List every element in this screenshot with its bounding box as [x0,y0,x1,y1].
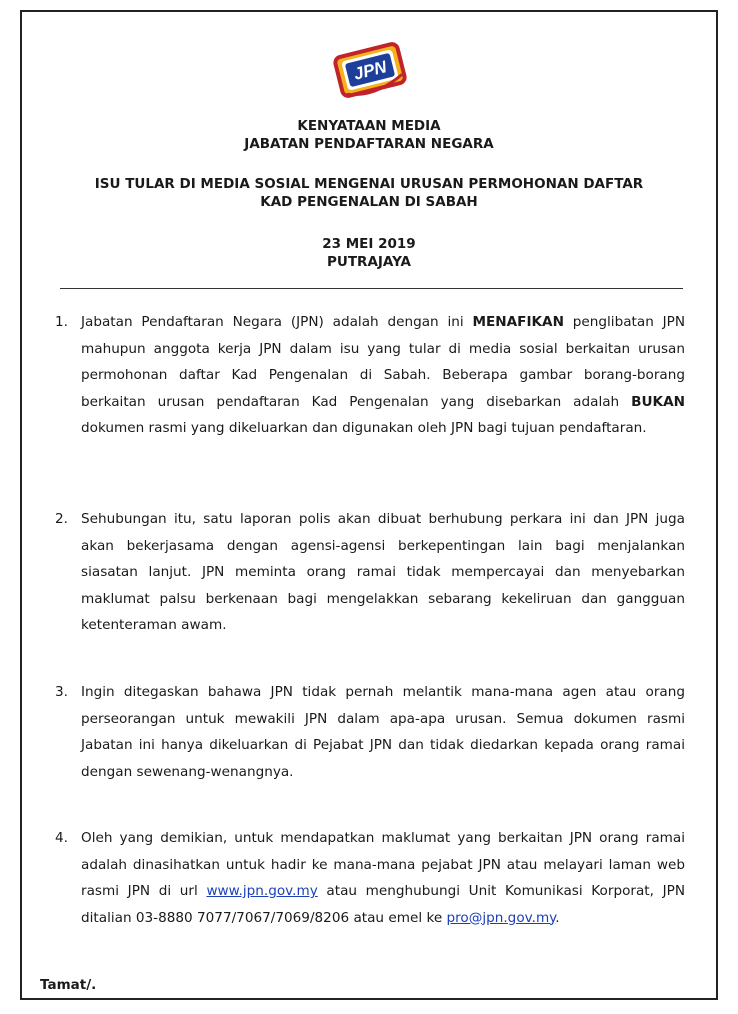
logo-text: JPN [351,57,389,84]
header-line1: KENYATAAN MEDIA [297,118,441,134]
paragraph-text: Ingin ditegaskan bahawa JPN tidak pernah melantik mana-mana agen atau orang perseorangan untuk mewakili JPN dalam apa-apa urusan. Semua dokumen rasmi Jabatan ini hanya dikeluarkan di Pejabat JPN dan tidak diedarkan kepada orang ramai dengan sewenang-wenangnya. [81,684,685,780]
statement-title [0,175,738,211]
email-link[interactable]: pro@jpn.gov.my [446,909,556,926]
text-segment: Oleh yang demikian, untuk mendapatkan maklumat yang berkaitan JPN orang ramai adalah dinasihatkan untuk hadir ke mana-mana pejabat JPN atau melayari laman web rasmi JPN di url [81,830,685,899]
statement-date: 23 MEI 2019 [322,236,416,252]
date-place [0,235,738,271]
paragraph-text [81,309,685,442]
emphasis-menafikan: MENAFIKAN [472,314,564,330]
end-marker: Tamat/. [40,977,97,993]
paragraph-number: 1. [55,314,68,330]
header-line2: JABATAN PENDAFTARAN NEGARA [244,136,494,152]
text-segment: . [555,909,560,926]
media-statement-header [0,117,738,153]
text-segment: atau menghubungi Unit Komunikasi Korporat, JPN ditalian 03-8880 7077/7067/7069/8206 atau emel ke [81,883,685,926]
paragraph-3 [55,679,685,785]
title-line1: ISU TULAR DI MEDIA SOSIAL MENGENAI URUSAN PERMOHONAN DAFTAR [94,176,644,192]
paragraph-2 [55,506,685,639]
paragraph-4 [55,825,685,931]
paragraph-number: 4. [55,830,68,846]
text-segment: penglibatan JPN mahupun anggota kerja JPN dalam isu yang tular di media sosial berkaitan urusan permohonan daftar Kad Pengenalan di Sabah. Beberapa gambar borang-borang berkaitan urusan pendaftaran Kad Pengenalan yang disebarkan adalah [81,314,686,410]
text-segment: Jabatan Pendaftaran Negara (JPN) adalah dengan ini [81,314,473,330]
website-link[interactable]: www.jpn.gov.my [206,883,318,899]
jpn-logo-icon [328,38,412,102]
paragraph-text [81,825,685,931]
title-line2: KAD PENGENALAN DI SABAH [260,194,478,210]
statement-place: PUTRAJAYA [326,254,412,270]
text-segment: dokumen rasmi yang dikeluarkan dan digunakan oleh JPN bagi tujuan pendaftaran. [81,420,647,436]
paragraph-text: Sehubungan itu, satu laporan polis akan dibuat berhubung perkara ini dan JPN juga akan bekerjasama dengan agensi-agensi berkepentingan lain bagi menjalankan siasatan lanjut. JPN meminta orang ramai tidak mempercayai dan menyebarkan maklumat palsu berkenaan bagi mengelakkan sebarang kekeliruan dan gangguan ketenteraman awam. [81,511,685,633]
paragraph-1 [55,309,685,442]
paragraph-number: 2. [55,511,68,527]
emphasis-bukan: BUKAN [631,393,685,410]
header-divider [60,288,683,289]
paragraph-number: 3. [55,684,68,700]
